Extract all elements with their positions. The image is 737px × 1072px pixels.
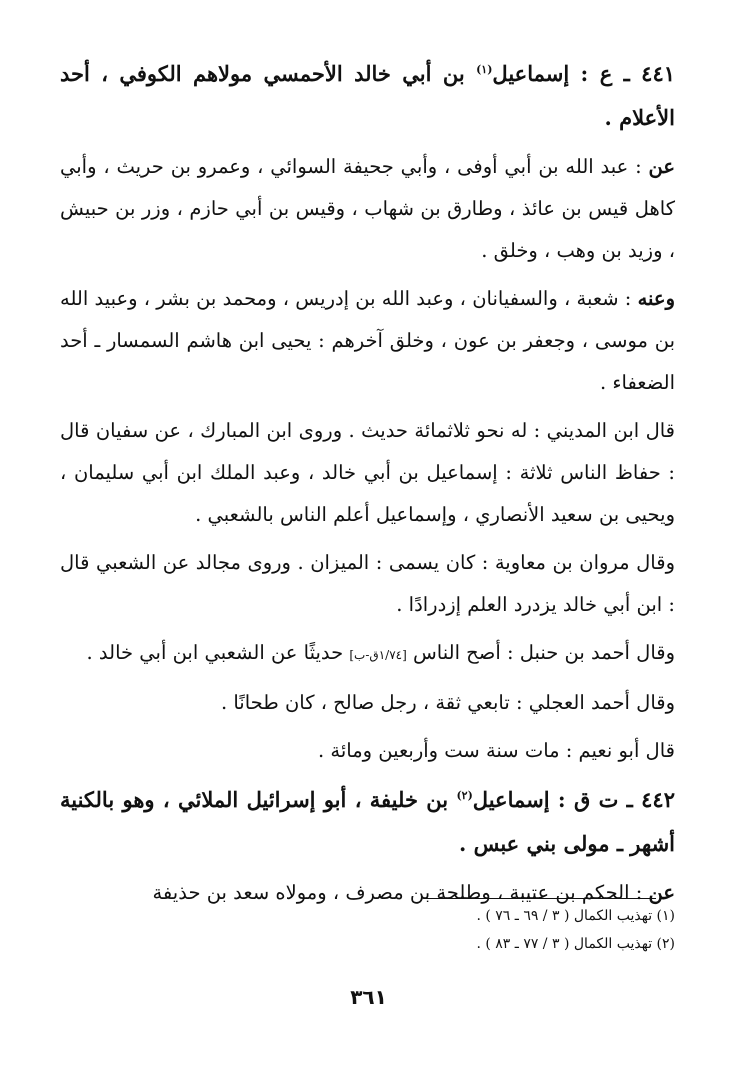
paragraph-ahmad-hanbal xyxy=(60,632,675,676)
page-number: ٣٦١ xyxy=(350,985,387,1009)
from-label: عن xyxy=(648,155,675,178)
paragraph-ahmad-text-a: وقال أحمد بن حنبل : أصح الناس xyxy=(406,641,675,664)
from-text-442: : الحكم بن عتيبة ، وطلحة بن مصرف ، ومولاه سعد بن حذيفة xyxy=(152,881,649,904)
entry-441-heading xyxy=(60,52,675,140)
entry-442 xyxy=(60,778,675,914)
paragraph-ahmad-text-b: حديثًا عن الشعبي ابن أبي خالد . xyxy=(86,641,350,664)
page-body xyxy=(60,52,675,920)
entry-441-name: إسماعيل xyxy=(492,61,570,86)
paragraph-ibn-almadini: قال ابن المديني : له نحو ثلاثمائة حديث . وروى ابن المبارك ، عن سفيان قال : حفاظ الناس ثلاثة : إسماعيل بن أبي خالد ، وعبد الملك ابن أبي سليمان ، ويحيى بن سعيد الأنصاري ، وإسماعيل أعلم الناس بالشعبي . xyxy=(60,419,675,526)
from-label-442: عن xyxy=(648,881,675,904)
entry-442-heading xyxy=(60,778,675,866)
manuscript-reference: [١/٧٤ق-ب] xyxy=(349,648,407,662)
footnote-ref-2: (٢) xyxy=(456,789,473,802)
paragraph-abu-nuaym: قال أبو نعيم : مات سنة ست وأربعين ومائة . xyxy=(317,739,675,762)
paragraph-marwan: وقال مروان بن معاوية : كان يسمى : الميزان . وروى مجالد عن الشعبي قال : ابن أبي خالد يزدرد العلم إزدرادًا . xyxy=(60,551,675,616)
footnote-1: (١) تهذيب الكمال ( ٣ / ٦٩ ـ ٧٦ ) . xyxy=(476,908,675,924)
entry-442-number: ٤٤٢ ـ ت ق : xyxy=(549,787,675,812)
to-label: وعنه xyxy=(637,287,675,310)
paragraph-ijli: وقال أحمد العجلي : تابعي ثقة ، رجل صالح ، كان طحانًا . xyxy=(220,691,675,714)
footnotes xyxy=(60,902,675,958)
from-text: : عبد الله بن أبي أوفى ، وأبي جحيفة السوائي ، وعمرو بن حريث ، وأبي كاهل قيس بن عائذ ، وطارق بن شهاب ، وقيس بن أبي حازم ، وزر بن حبيش ، وزيد بن وهب ، وخلق . xyxy=(60,155,675,262)
footnote-2: (٢) تهذيب الكمال ( ٣ / ٧٧ ـ ٨٣ ) . xyxy=(476,936,675,952)
entry-441 xyxy=(60,52,675,772)
to-text: : شعبة ، والسفيانان ، وعبد الله بن إدريس ، ومحمد بن بشر ، وعبيد الله بن موسى ، وجعفر بن عون ، وخلق آخرهم : يحيى ابن هاشم السمسار ـ أحد الضعفاء . xyxy=(60,287,675,394)
footnote-ref-1: (١) xyxy=(476,63,493,76)
entry-441-to xyxy=(60,278,675,404)
entry-441-number: ٤٤١ ـ ع : xyxy=(569,61,676,86)
entry-442-description: بن خليفة ، أبو إسرائيل الملائي ، وهو بالكنية أشهر ـ مولى بني عبس . xyxy=(60,787,675,856)
footnote-divider xyxy=(424,898,656,899)
entry-441-from xyxy=(60,146,675,272)
entry-441-description: بن أبي خالد الأحمسي مولاهم الكوفي ، أحد الأعلام . xyxy=(60,61,675,130)
entry-442-name: إسماعيل xyxy=(472,787,550,812)
